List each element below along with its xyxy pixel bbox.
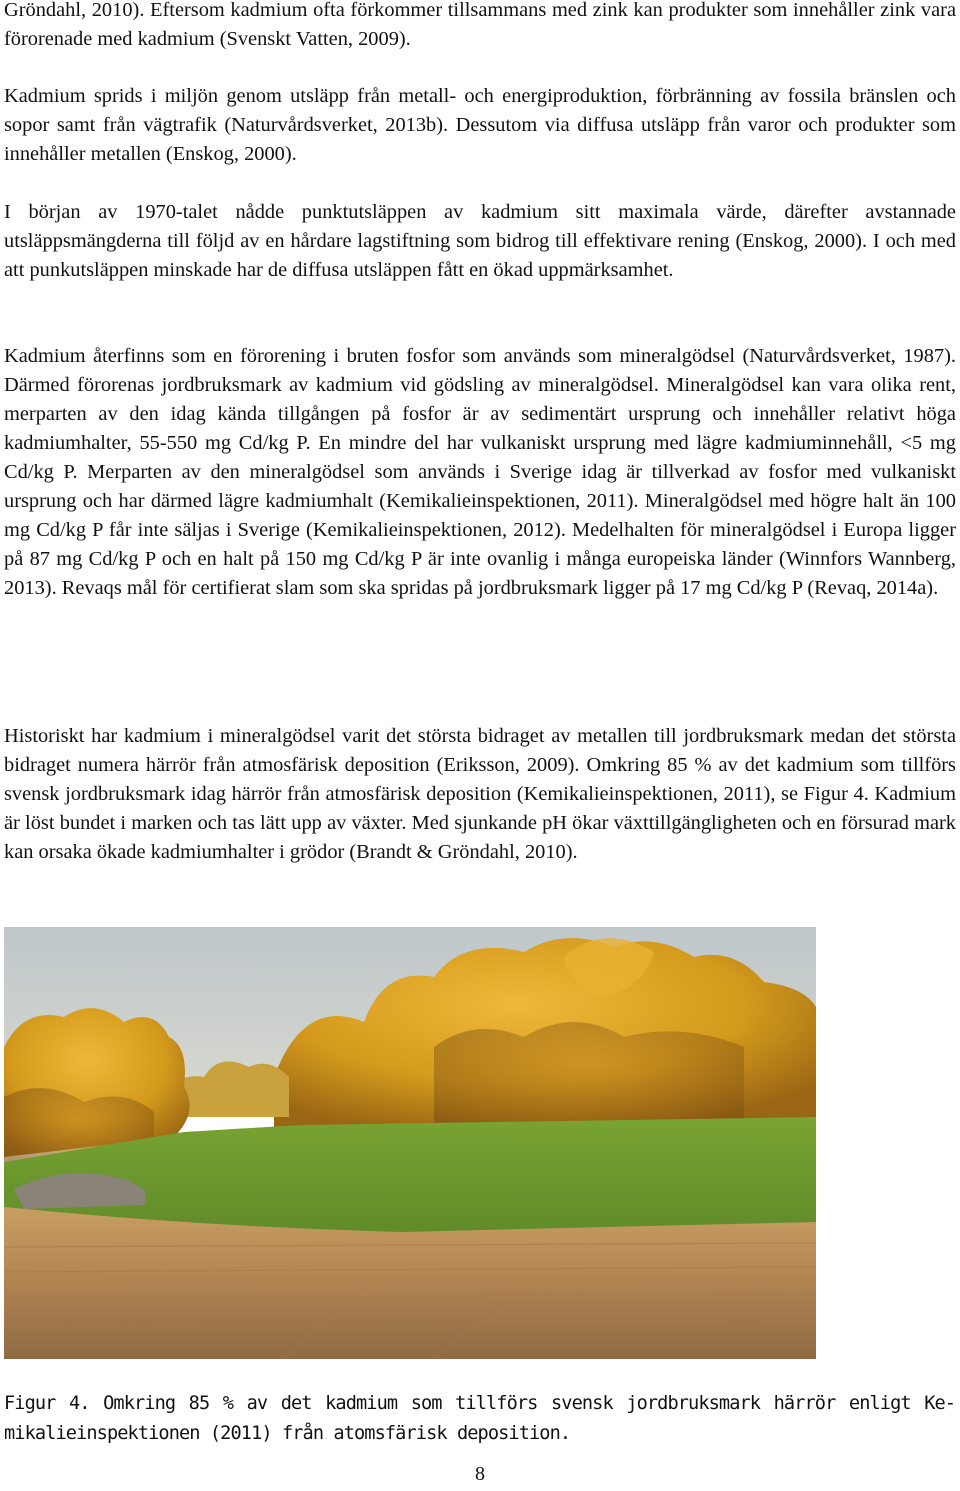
figure-caption: Figur 4. Omkring 85 % av det kadmium som tillförs svensk jordbruksmark härrör enligt Kemikalieinspektionen (2011) från atomsfärisk deposition.: [4, 1393, 956, 1444]
paragraph-2: Kadmium sprids i miljön genom utsläpp från metall- och energiproduktion, förbränning av fossila bränslen och sopor samt från vägtrafik (Naturvårdsverket, 2013b). Dessutom via diffusa utsläpp från varor och produkter som innehåller metallen (Enskog, 2000).: [4, 85, 956, 165]
landscape-illustration: [4, 927, 816, 1359]
paragraph-4: Kadmium återfinns som en förorening i bruten fosfor som används som mineralgödsel (Naturvårdsverket, 1987). Därmed förorenas jordbruksmark av kadmium vid gödsling av mineralgödsel. Mineralgödsel kan vara olika rent, merparten av den idag kända tillgången på fosfor är av sedimentärt ursprung och innehåller relativt höga kadmiumhalter, 55-550 mg Cd/kg P. En mindre del har vulkaniskt ursprung med lägre kadmiuminnehåll, <5 mg Cd/kg P. Merparten av den mineralgödsel som används i Sverige idag är tillverkad av fosfor med vulkaniskt ursprung och har därmed lägre kadmiumhalt (Kemikalieinspektionen, 2011). Mineralgödsel med högre halt än 100 mg Cd/kg P får inte säljas i Sverige (Kemikalieinspektionen, 2012). Medelhalten för mineralgödsel i Europa ligger på 87 mg Cd/kg P och en halt på 150 mg Cd/kg P är inte ovanlig i många europeiska länder (Winnfors Wannberg, 2013). Revaqs mål för certifierat slam som ska spridas på jordbruksmark ligger på 17 mg Cd/kg P (Revaq, 2014a).: [4, 345, 956, 599]
paragraph-5: Historiskt har kadmium i mineralgödsel varit det största bidraget av metallen till jordbruksmark medan det största bidraget numera härrör från atmosfärisk deposition (Eriksson, 2009). Omkring 85 % av det kadmium som tillförs svensk jordbruksmark idag härrör från atmosfärisk deposition (Kemikalieinspektionen, 2011), se Figur 4. Kadmium är löst bundet i marken och tas lätt upp av växter. Med sjunkande pH ökar växttillgängligheten och en försurad mark kan orsaka ökade kadmiumhalter i grödor (Brandt & Gröndahl, 2010).: [4, 725, 956, 863]
paragraph-1: Gröndahl, 2010). Eftersom kadmium ofta förkommer tillsammans med zink kan produkter som innehåller zink vara förorenade med kadmium (Svenskt Vatten, 2009).: [4, 0, 956, 50]
figure-4-photo: [4, 927, 816, 1359]
page-number: 8: [475, 1463, 485, 1485]
paragraph-3: I början av 1970-talet nådde punktutsläppen av kadmium sitt maximala värde, därefter avstannade utsläppsmängderna till följd av en hårdare lagstiftning som bidrog till effektivare rening (Enskog, 2000). I och med att punkutsläppen minskade har de diffusa utsläppen fått en ökad uppmärksamhet.: [4, 201, 956, 281]
